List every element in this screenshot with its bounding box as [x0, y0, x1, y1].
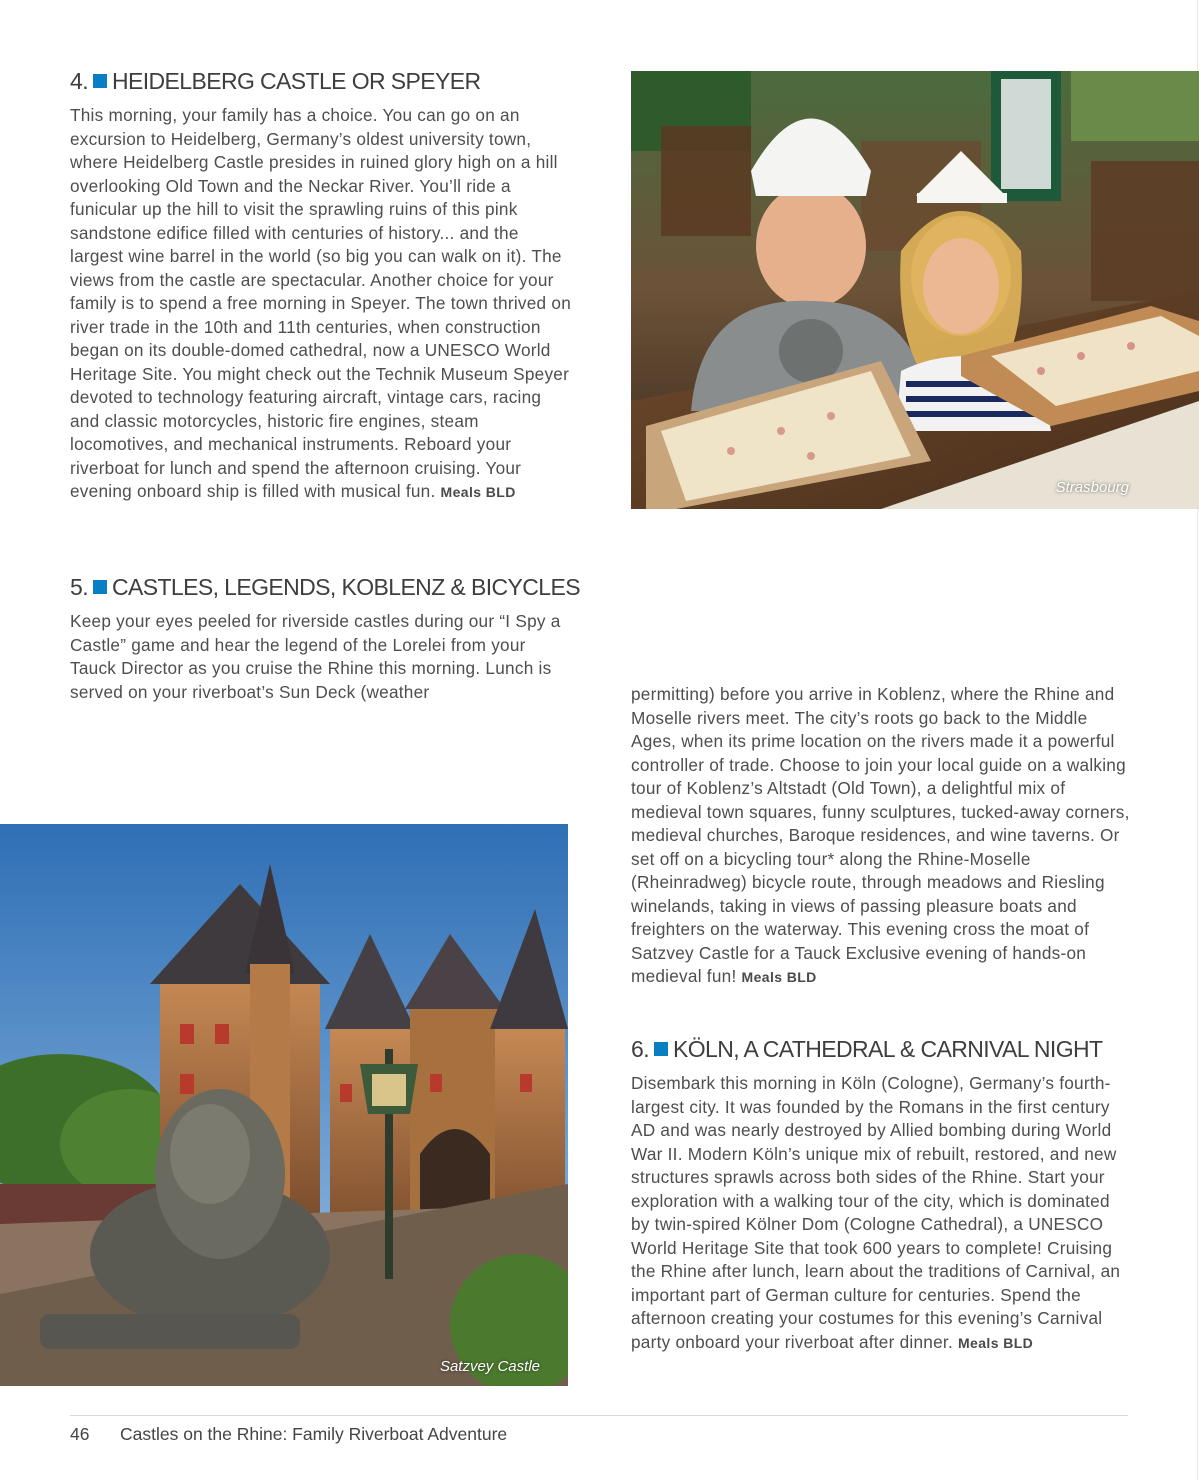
blue-square-icon — [654, 1042, 668, 1056]
strasbourg-photo — [631, 71, 1199, 509]
section-6-number: 6. — [631, 1036, 649, 1062]
section-5-meals: Meals BLD — [741, 969, 817, 985]
section-6-meals: Meals BLD — [958, 1334, 1034, 1351]
section-5-title: CASTLES, LEGENDS, KOBLENZ & BICYCLES — [111, 574, 580, 600]
section-6-body — [631, 1072, 1131, 1355]
section-5-number: 5. — [70, 574, 88, 600]
satzvey-castle-photo-image — [0, 824, 568, 1386]
footer-title: Castles on the Rhine: Family Riverboat Adventure — [120, 1424, 508, 1444]
section-5-heading — [70, 572, 580, 602]
section-4-heading — [70, 66, 481, 96]
section-5-text: permitting) before you arrive in Koblenz, where the Rhine and Moselle rivers meet. The city’s roots go back to the Middle Ages, when its prime location on the rivers made it a powerful controller of trade. Choose to join your local guide on a walking tour of Koblenz’s Altstadt (Old Town), a delightful mix of medieval town squares, funny sculptures, tucked-away corners, medieval churches, Baroque residences, and wine taverns. Or set off on a bicycling tour* along the Rhine-Moselle (Rheinradweg) bicycle route, through meadows and Riesling winelands, taking in views of passing pleasure boats and freighters on the waterway. This evening cross the moat of Satzvey Castle for a Tauck Exclusive evening of hands-on medieval fun! — [631, 684, 1130, 986]
section-4-body — [70, 104, 572, 505]
blue-square-icon — [93, 74, 107, 88]
footer-divider — [70, 1415, 1128, 1416]
section-6-heading — [631, 1034, 1102, 1064]
section-6-text: Disembark this morning in Köln (Cologne), Germany’s fourth-largest city. It was founded by the Romans in the first century AD and was nearly destroyed by Allied bombing during World War II. Modern Köln’s unique mix of rebuilt, restored, and new structures sprawls across both sides of the Rhine. Start your exploration with a walking tour of the city, which is dominated by twin-spired Kölner Dom (Cologne Cathedral), a UNESCO World Heritage Site that took 600 years to complete! Cruising the Rhine after lunch, learn about the traditions of Carnival, an important part of German culture for centuries. Spend the afternoon creating your costumes for this evening’s Carnival party onboard your riverboat after dinner. — [631, 1073, 1121, 1352]
strasbourg-caption: Strasbourg — [1055, 479, 1129, 496]
page-number: 46 — [70, 1424, 90, 1444]
section-4-text: This morning, your family has a choice. You can go on an excursion to Heidelberg, Germany’s oldest university town, where Heidelberg Castle presides in ruined glory high on a hill overlooking Old Town and the Neckar River. You’ll ride a funicular up the hill to visit the sprawling ruins of this pink sandstone edifice filled with centuries of history... and the largest wine barrel in the world (so big you can walk on it). The views from the castle are spectacular. Another choice for your family is to spend a free morning in Speyer. The town thrived on river trade in the 10th and 11th centuries, when construction began on its double-domed cathedral, now a UNESCO World Heritage Site. You might check out the Technik Museum Speyer devoted to technology featuring aircraft, vintage cars, racing and classic motorcycles, historic fire engines, steam locomotives, and mechanical instruments. Reboard your riverboat for lunch and spend the afternoon cruising. Your evening onboard ship is filled with musical fun. — [70, 105, 572, 501]
section-5-body-part2 — [631, 683, 1131, 990]
section-4-meals: Meals BLD — [440, 484, 516, 500]
blue-square-icon — [93, 580, 107, 594]
section-5-body-part1: Keep your eyes peeled for riverside castles during our “I Spy a Castle” game and hear the legend of the Lorelei from your Tauck Director as you cruise the Rhine this morning. Lunch is served on your riverboat’s Sun Deck (weather — [70, 611, 561, 702]
section-4-number: 4. — [70, 68, 88, 94]
section-6-title: KÖLN, A CATHEDRAL & CARNIVAL NIGHT — [672, 1036, 1103, 1062]
strasbourg-photo-image — [631, 71, 1199, 509]
section-4-title: HEIDELBERG CASTLE OR SPEYER — [111, 68, 481, 94]
satzvey-castle-photo — [0, 824, 568, 1386]
satzvey-caption: Satzvey Castle — [439, 1358, 540, 1375]
